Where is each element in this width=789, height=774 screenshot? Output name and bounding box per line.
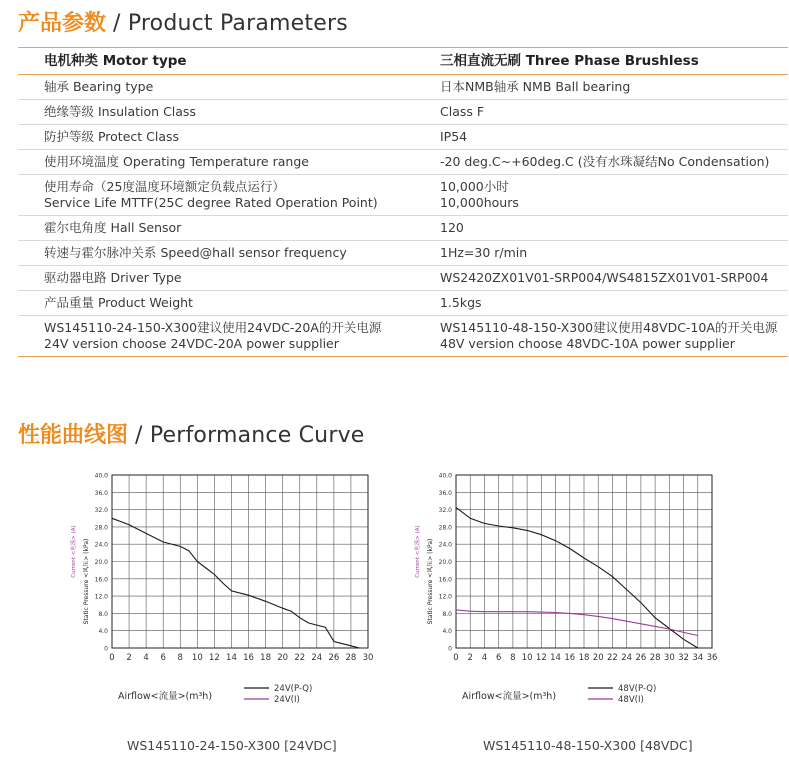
y-tick-label: 8.0 [442, 610, 452, 618]
performance-chart-24v [52, 462, 387, 726]
param-label-line: WS145110-24-150-X300建议使用24VDC-20A的开关电源 [44, 320, 382, 335]
param-value-line: 日本NMB轴承 NMB Ball bearing [440, 79, 631, 94]
x-tick-label: 10 [191, 653, 203, 663]
param-value [413, 175, 788, 216]
table-row [18, 175, 788, 216]
param-label [18, 175, 413, 216]
x-axis-label: Airflow<流量>(m³h) [462, 691, 557, 702]
param-label [18, 241, 413, 266]
performance-curve-title [18, 418, 365, 449]
x-tick-label: 12 [535, 653, 547, 663]
series-line-0 [112, 518, 360, 648]
table-row [18, 266, 788, 291]
param-value-line: 120 [440, 220, 464, 235]
x-tick-label: 20 [592, 653, 604, 663]
param-value [413, 291, 788, 316]
x-tick-label: 18 [578, 653, 590, 663]
param-label [18, 266, 413, 291]
param-value-line: 48V version choose 48VDC-10A power supplier [440, 336, 735, 351]
x-tick-label: 28 [345, 653, 357, 663]
x-tick-label: 24 [621, 653, 633, 663]
product-parameters-title [18, 6, 348, 37]
param-label-line: 产品重量 Product Weight [44, 295, 193, 310]
param-value [413, 100, 788, 125]
param-value [413, 125, 788, 150]
y-tick-label: 0 [448, 645, 452, 653]
x-tick-label: 4 [143, 653, 149, 663]
y-tick-label: 40.0 [94, 472, 108, 480]
param-value [413, 216, 788, 241]
chart-svg [396, 462, 731, 722]
table-row [18, 291, 788, 316]
y-tick-label: 40.0 [438, 472, 452, 480]
param-value-line: WS2420ZX01V01-SRP004/WS4815ZX01V01-SRP004 [440, 270, 769, 285]
y-tick-label: 28.0 [94, 524, 108, 532]
param-label [18, 150, 413, 175]
param-label-line: 轴承 Bearing type [44, 79, 154, 94]
series-line-0 [456, 507, 698, 648]
x-tick-label: 32 [678, 653, 689, 663]
x-tick-label: 26 [635, 653, 647, 663]
x-tick-label: 16 [243, 653, 254, 663]
param-value-line: -20 deg.C~+60deg.C (没有水珠凝结No Condensation) [440, 154, 770, 169]
legend-entry: 48V(I) [618, 695, 644, 705]
y-axis-label: Static Pressure <风压> (kPa) [83, 538, 90, 625]
y-tick-label: 12.0 [438, 593, 452, 601]
param-label-line: Service Life MTTF(25C degree Rated Operation Point) [44, 195, 378, 210]
param-value [413, 75, 788, 100]
param-label-line: 绝缘等级 Insulation Class [44, 104, 196, 119]
param-label-line: 驱动器电路 Driver Type [44, 270, 182, 285]
param-value-line: 10,000小时 [440, 179, 509, 194]
x-tick-label: 14 [550, 653, 561, 663]
param-label-line: 防护等级 Protect Class [44, 129, 180, 144]
y-tick-label: 4.0 [98, 628, 108, 636]
x-tick-label: 20 [277, 653, 289, 663]
x-tick-label: 22 [607, 653, 618, 663]
x-tick-label: 2 [467, 653, 473, 663]
table-row [18, 241, 788, 266]
param-label-line: 霍尔电角度 Hall Sensor [44, 220, 182, 235]
param-label [18, 100, 413, 125]
x-tick-label: 8 [510, 653, 516, 663]
y-tick-label: 32.0 [94, 507, 108, 515]
x-tick-label: 30 [663, 653, 675, 663]
parameters-table [18, 47, 788, 357]
param-label [18, 75, 413, 100]
param-label-line: 24V version choose 24VDC-20A power supplier [44, 336, 339, 351]
x-tick-label: 34 [692, 653, 704, 663]
header-value: 三相直流无刷 Three Phase Brushless [413, 48, 788, 75]
table-row [18, 100, 788, 125]
chart-caption-24v: WS145110-24-150-X300 [24VDC] [127, 738, 337, 753]
param-label [18, 216, 413, 241]
x-tick-label: 12 [208, 653, 220, 663]
x-tick-label: 24 [311, 653, 323, 663]
param-label [18, 125, 413, 150]
param-value [413, 316, 788, 357]
title-en: / Performance Curve [135, 423, 365, 448]
x-tick-label: 4 [481, 653, 488, 663]
y-tick-label: 24.0 [438, 541, 452, 549]
param-label-line: 使用寿命（25度温度环境额定负载点运行） [44, 179, 285, 194]
param-value [413, 150, 788, 175]
x-tick-label: 18 [260, 653, 272, 663]
performance-chart-48v [396, 462, 731, 726]
param-value [413, 241, 788, 266]
y-tick-label: 28.0 [438, 524, 452, 532]
param-label [18, 291, 413, 316]
x-tick-label: 2 [126, 653, 132, 663]
y-tick-label: 24.0 [94, 541, 108, 549]
table-row [18, 125, 788, 150]
x-tick-label: 0 [453, 653, 459, 663]
y-tick-label: 4.0 [442, 628, 452, 636]
x-tick-label: 0 [109, 653, 115, 663]
y-tick-label: 20.0 [438, 559, 452, 566]
x-tick-label: 6 [160, 653, 166, 663]
y-tick-label: 32.0 [438, 507, 452, 515]
y-tick-label: 12.0 [94, 593, 108, 601]
y-tick-label: 0 [104, 645, 108, 653]
y-tick-label: 20.0 [94, 559, 108, 566]
x-tick-label: 22 [294, 653, 306, 663]
y-axis-label: Static Pressure <风压> (kPa) [427, 538, 434, 625]
param-value [413, 266, 788, 291]
y-tick-label: 16.0 [438, 576, 452, 584]
param-value-line: WS145110-48-150-X300建议使用48VDC-10A的开关电源 [440, 320, 778, 335]
param-value-line: IP54 [440, 129, 468, 144]
table-row [18, 216, 788, 241]
param-value-line: Class F [440, 104, 485, 119]
param-label-line: 使用环境温度 Operating Temperature range [44, 154, 309, 169]
param-value-line: 10,000hours [440, 195, 519, 210]
param-value-line: 1Hz=30 r/min [440, 245, 528, 260]
table-row [18, 150, 788, 175]
table-header-row [18, 48, 788, 75]
y-tick-label: 8.0 [98, 610, 108, 618]
chart-caption-48v: WS145110-48-150-X300 [48VDC] [483, 738, 693, 753]
title-cn: 性能曲线图 [18, 423, 129, 448]
param-value-line: 1.5kgs [440, 295, 482, 310]
title-cn: 产品参数 [18, 11, 107, 36]
y-axis-label-current: Current <电流> (A) [415, 525, 421, 578]
x-tick-label: 26 [328, 653, 340, 663]
y-axis-label-current: Current <电流> (A) [71, 525, 77, 578]
legend-entry: 24V(P-Q) [274, 684, 313, 694]
x-tick-label: 16 [564, 653, 576, 663]
x-tick-label: 14 [226, 653, 237, 663]
legend-entry: 24V(I) [274, 695, 300, 705]
table-row [18, 75, 788, 100]
x-tick-label: 10 [521, 653, 533, 663]
y-tick-label: 36.0 [438, 489, 452, 497]
x-tick-label: 28 [649, 653, 661, 663]
x-tick-label: 30 [362, 653, 374, 663]
x-axis-label: Airflow<流量>(m³h) [118, 691, 213, 702]
y-tick-label: 36.0 [94, 489, 108, 497]
legend-entry: 48V(P-Q) [618, 684, 657, 694]
table-row [18, 316, 788, 357]
param-label-line: 转速与霍尔脉冲关系 Speed@hall sensor frequency [44, 245, 347, 260]
header-label: 电机种类 Motor type [18, 48, 413, 75]
chart-svg [52, 462, 387, 722]
param-label [18, 316, 413, 357]
title-en: / Product Parameters [113, 11, 348, 36]
x-tick-label: 8 [177, 653, 183, 663]
x-tick-label: 36 [706, 653, 718, 663]
y-tick-label: 16.0 [94, 576, 108, 584]
x-tick-label: 6 [495, 653, 502, 663]
